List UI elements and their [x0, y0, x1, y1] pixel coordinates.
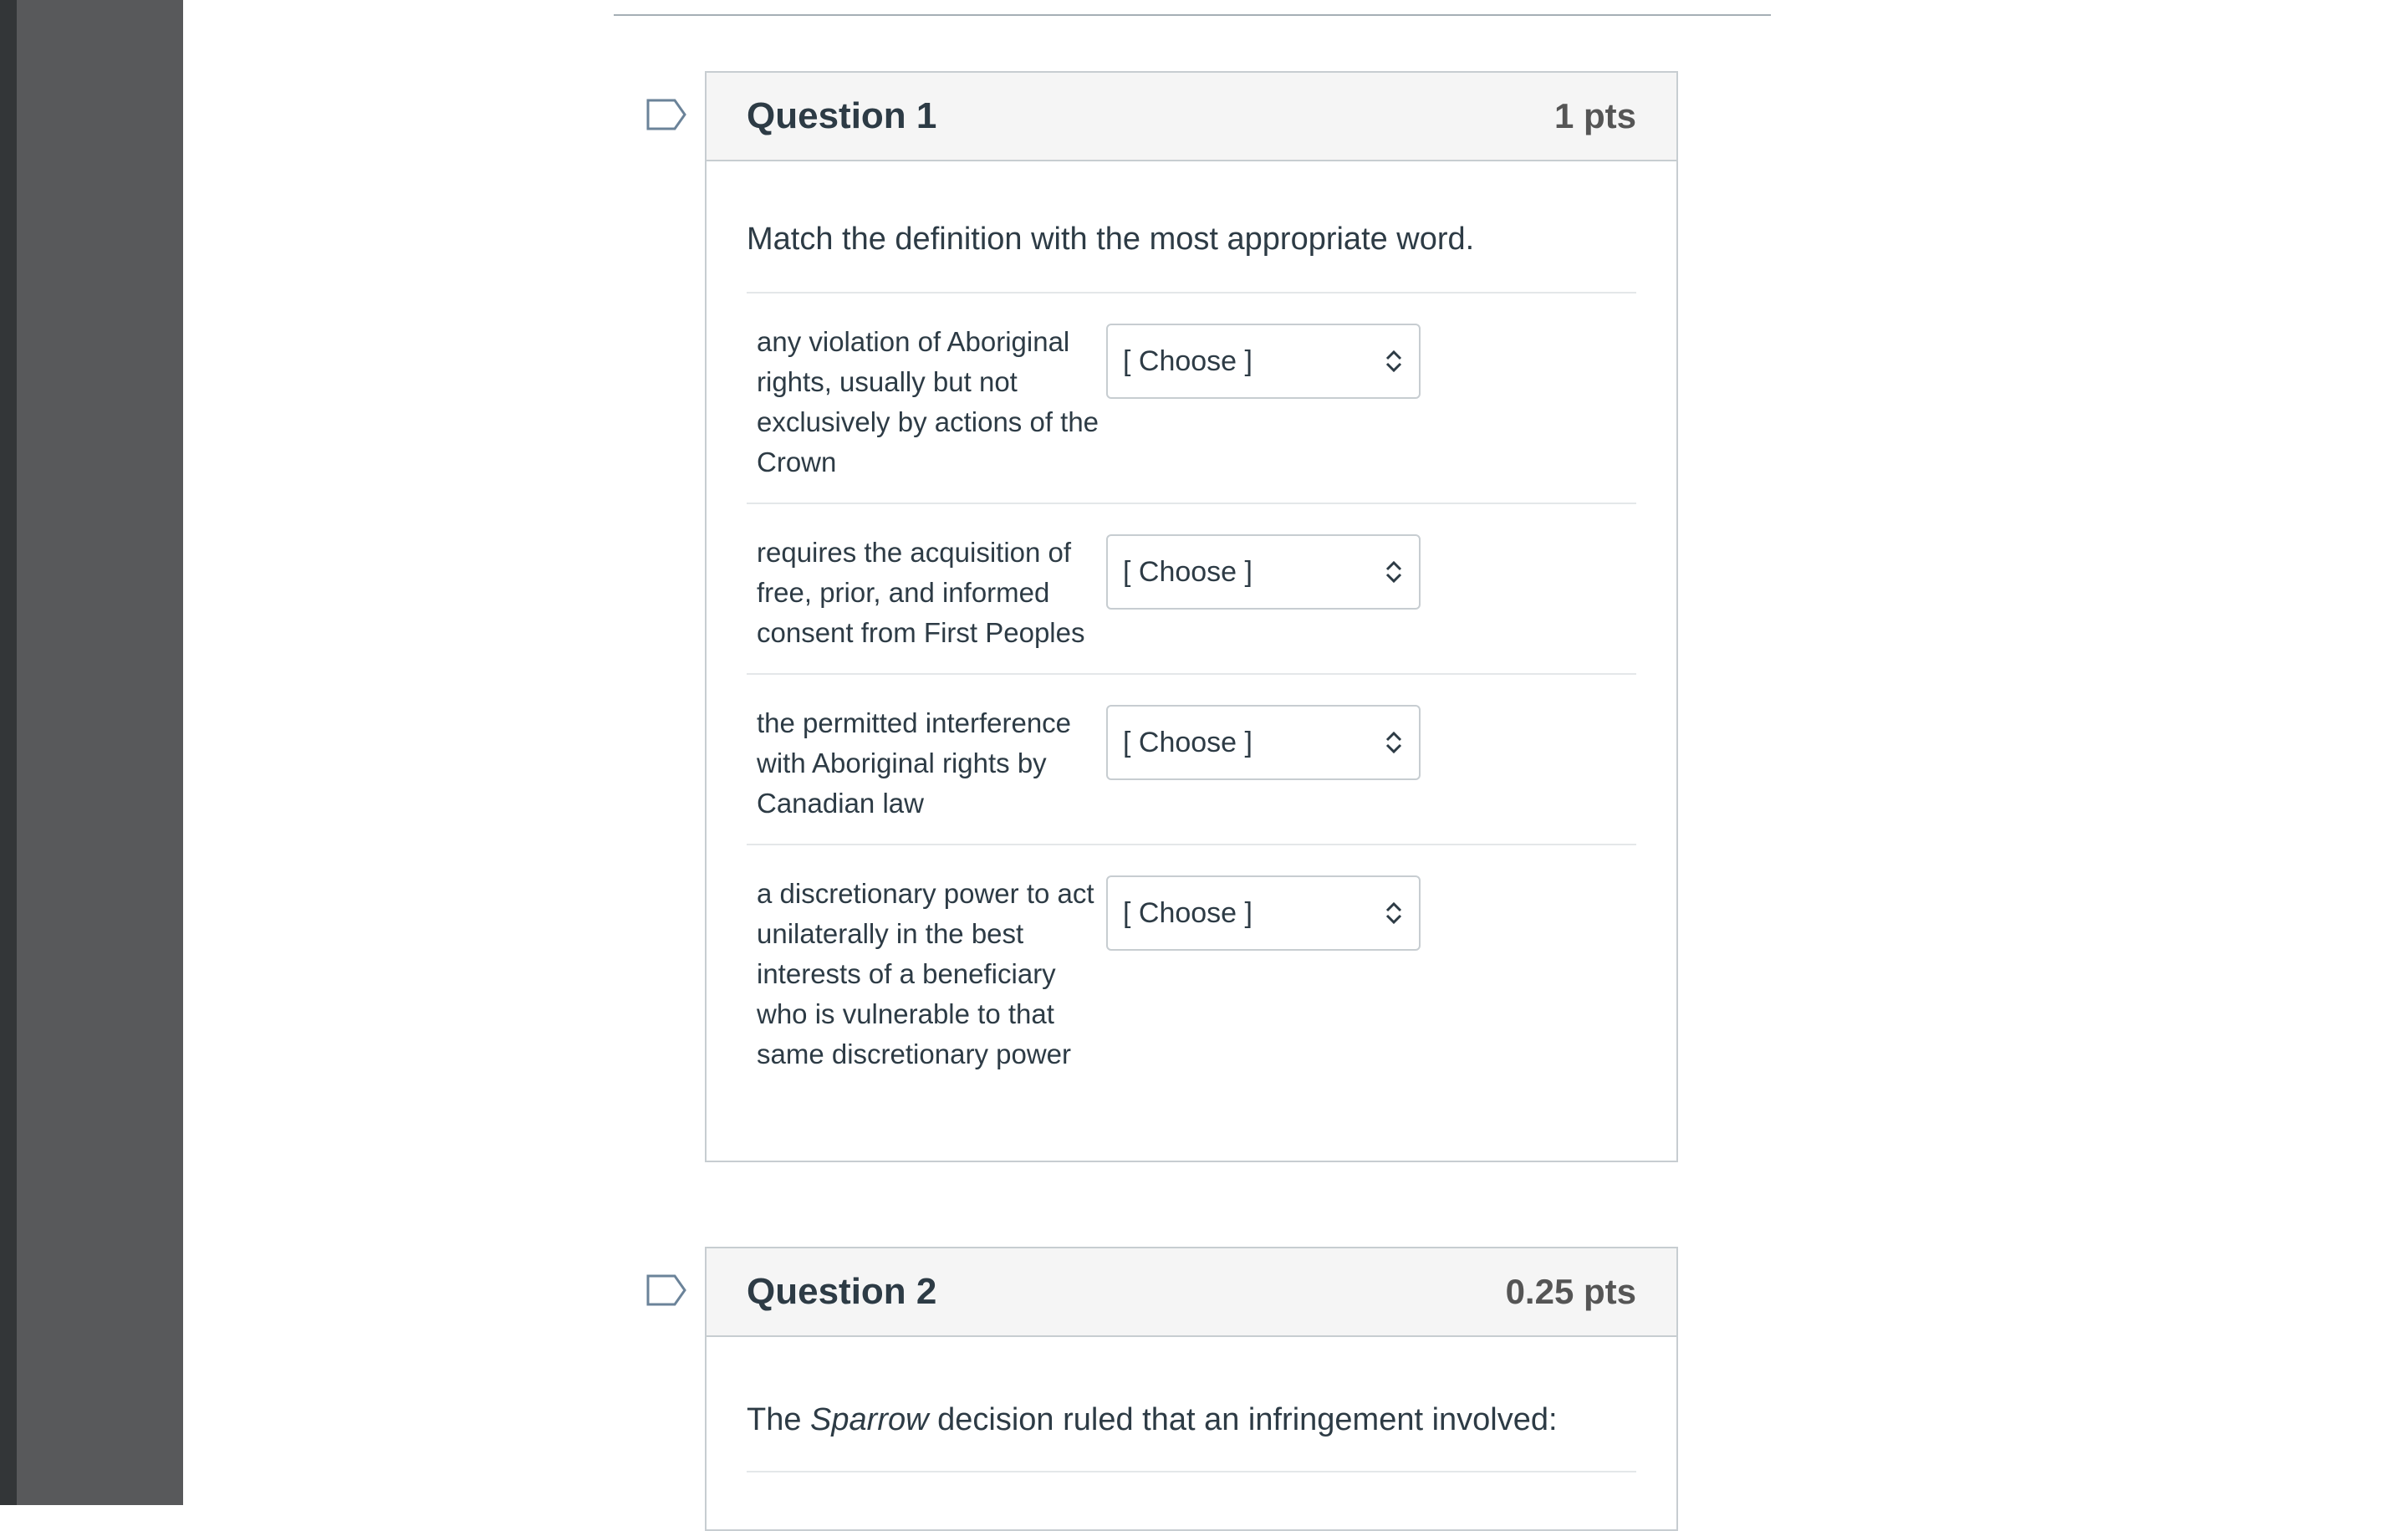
flag-question-2-icon[interactable]: [646, 1274, 686, 1306]
match-select-dropdown[interactable]: [1106, 875, 1421, 951]
question-2-header: [707, 1248, 1676, 1337]
top-divider: [614, 14, 1771, 16]
question-1-card: [705, 71, 1678, 1162]
question-2-prompt: [747, 1337, 1636, 1437]
match-select-dropdown[interactable]: [1106, 324, 1421, 399]
question-2-prompt-start: The: [747, 1402, 811, 1437]
left-side-rail: [17, 0, 183, 1505]
select-value: [ Choose ]: [1123, 555, 1252, 588]
question-2-divider: [747, 1471, 1636, 1472]
select-chevron-icon: [1384, 347, 1404, 375]
left-edge-strip: [0, 0, 17, 1505]
question-2-prompt-end: decision ruled that an infringement involved:: [928, 1402, 1558, 1437]
select-value: [ Choose ]: [1123, 344, 1252, 377]
question-2-points: 0.25 pts: [1505, 1272, 1636, 1311]
match-select-dropdown[interactable]: [1106, 705, 1421, 780]
select-chevron-icon: [1384, 558, 1404, 586]
flag-question-1-icon[interactable]: [646, 99, 686, 130]
match-definition: any violation of Aboriginal rights, usually but not exclusively by actions of the Crown: [757, 326, 1099, 477]
match-definition: requires the acquisition of free, prior, and informed consent from First Peoples: [757, 537, 1085, 648]
select-value: [ Choose ]: [1123, 896, 1252, 929]
match-row: [747, 673, 1636, 844]
match-definition: the permitted interference with Aboriginal rights by Canadian law: [757, 707, 1072, 819]
match-definition: a discretionary power to act unilaterally in the best interests of a beneficiary who is vulnerable to that same discretionary power: [757, 878, 1094, 1069]
select-value: [ Choose ]: [1123, 726, 1252, 758]
question-1-prompt: Match the definition with the most appropriate word.: [747, 222, 1475, 257]
select-chevron-icon: [1384, 899, 1404, 927]
question-1-points: 1 pts: [1553, 96, 1636, 135]
question-1-header: [707, 73, 1676, 161]
match-row: [747, 844, 1636, 1111]
match-row: [747, 292, 1636, 503]
question-2-card: [705, 1247, 1678, 1531]
select-chevron-icon: [1384, 728, 1404, 757]
question-2-prompt-case-name: Sparrow: [810, 1402, 929, 1437]
match-row: [747, 503, 1636, 673]
question-2-title: Question 2: [747, 1271, 937, 1312]
match-select-dropdown[interactable]: [1106, 534, 1421, 610]
question-1-title: Question 1: [747, 95, 937, 136]
